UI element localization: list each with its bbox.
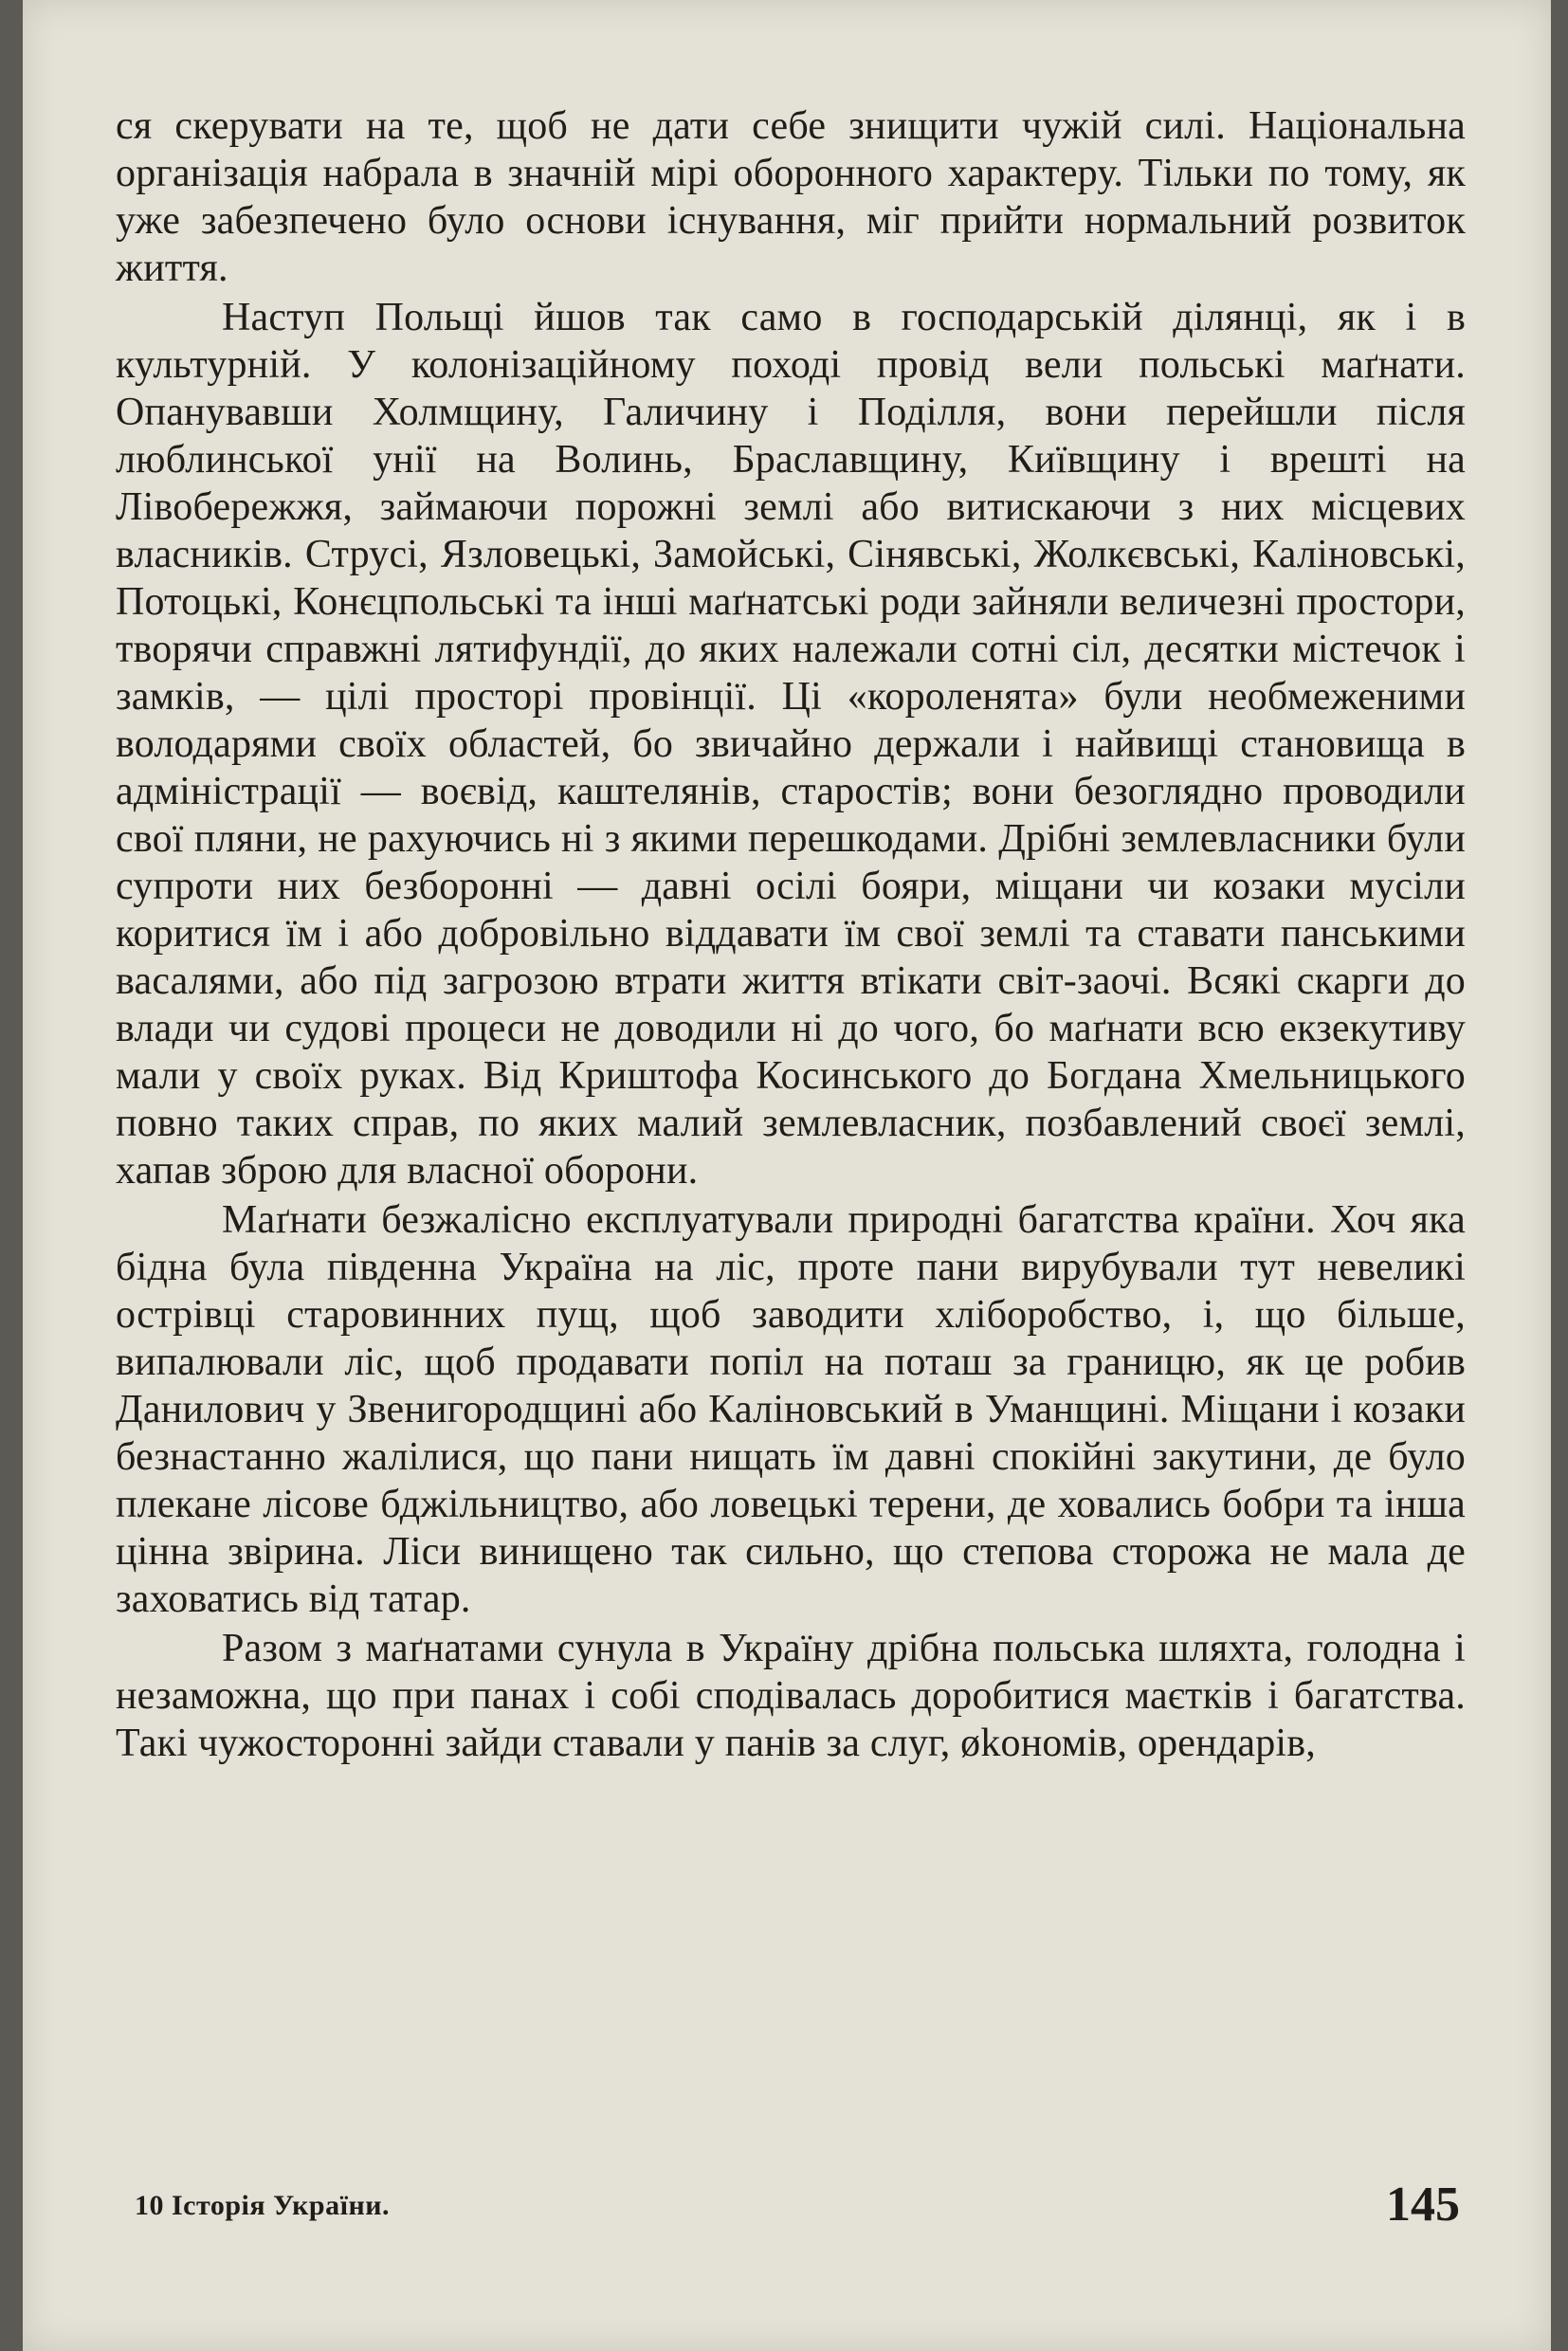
paragraph-4: Разом з маґнатами сунула в Україну дрібна польська шляхта, голодна і незаможна, що при панах і собі сподівалась доробитися маєтків і багатства. Такі чужосторонні зайди ставали у панів за слуг, økономів, орендарів, [116, 1627, 1466, 1765]
page-number: 145 [1386, 2178, 1460, 2232]
paragraph-1: ся скерувати на те, щоб не дати себе знищити чужій силі. Національна організація набрала в значній мірі оборонного характеру. Тільки по тому, як уже забезпечено було основи існування, міг прийти нормальний розвиток життя. [116, 104, 1466, 290]
paragraph-3: Маґнати безжалісно експлуатували природні багатства країни. Хоч яка бідна була південна Україна на ліс, проте пани вирубували тут невеликі острівці старовинних пущ, щоб заводити хліборобство, і, що більше, випалювали ліс, щоб продавати попіл на поташ за границю, як це робив Данилович у Звенигородщині або Каліновський в Уманщині. Міщани і козаки безнастанно жалілися, що пани нищать їм давні спокійні закутини, де було плекане лісове бджільництво, або ловецькі терени, де ховались бобри та інша цінна звірина. Ліси винищено так сильно, що степова сторожа не мала де заховатись від татар. [116, 1198, 1466, 1621]
paragraph-2: Наступ Польщі йшов так само в господарській ділянці, як і в культурній. У колонізаційному поході провід вели польські маґнати. Опанувавши Холмщину, Галичину і Поділля, вони перейшли після люблинської унії на Волинь, Браславщину, Київщину і врешті на Лівобережжя, займаючи порожні землі або витискаючи з них місцевих власників. Струсі, Язловецькі, Замойські, Сінявські, Жолкєвські, Каліновські, Потоцькі, Конєцпольські та інші маґнатські роди зайняли величезні простори, творячи справжні лятифундії, до яких належали сотні сіл, десятки містечок і замків, — цілі просторі провінції. Ці «короленята» були необмеженими володарями своїх областей, бо звичайно держали і найвищі становища в адміністрації — воєвід, каштелянів, старостів; вони безоглядно проводили свої пляни, не рахуючись ні з якими перешкодами. Дрібні землевласники були супроти них безборонні — давні осілі бояри, міщани чи козаки мусіли коритися їм і або добровільно віддавати їм свої землі та ставати панськими васалями, або під загрозою втрати життя втікати світ-заочі. Всякі скарги до влади чи судові процеси не доводили ні до чого, бо маґнати всю екзекутиву мали у своїх руках. Від Криштофа Косинського до Богдана Хмельницького повно таких справ, по яких малий землевласник, позбавлений своєї землі, хапав зброю для власної оборони. [116, 296, 1466, 1193]
printer-signature: 10 Історія України. [135, 2190, 391, 2221]
page-footer [116, 2171, 1466, 2237]
body-text [116, 102, 1466, 1767]
book-page [23, 0, 1551, 2351]
